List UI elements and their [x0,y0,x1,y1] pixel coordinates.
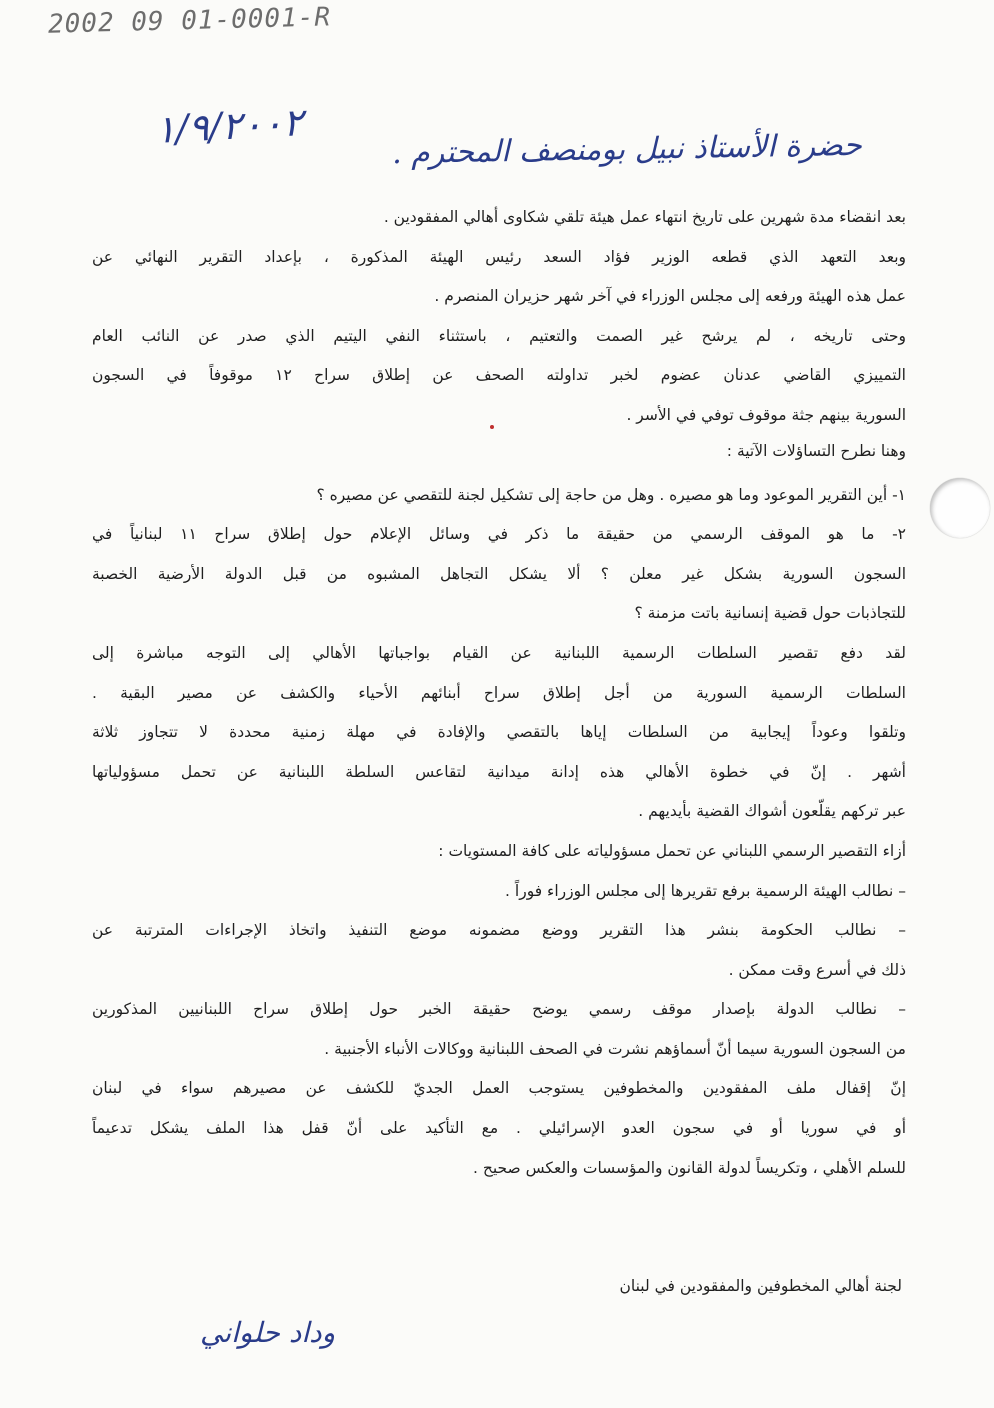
signature-block [620,1277,903,1295]
demand-item: – نطالب الهيئة الرسمية برفع تقريرها إلى مجلس الوزراء فوراً . [505,881,906,900]
paragraph-line: ذلك في أسرع وقت ممكن . [728,960,906,979]
salutation: حضرة الأستاذ نبيل بومنصف المحترم . [391,127,863,172]
paragraph-line: من السجون السورية سيما أنّ أسماؤهم نشرت في الصحف اللبنانية ووكالات الأنباء الأجنبية . [324,1039,906,1058]
paragraph-line: عمل هذه الهيئة ورفعه إلى مجلس الوزراء في آخر شهر حزيران المنصرم . [434,287,906,306]
letter-body [92,198,906,1188]
demand-item: – نطالب الحكومة بنشر هذا التقرير ووضع مضمونه موضع التنفيذ واتخاذ الإجراءات المترتبة عن [92,921,906,940]
paragraph-line: وهنا نطرح التساؤلات الآتية : [726,441,906,460]
punch-hole [930,478,990,538]
handwritten-date: ١/٩/٢٠٠٢ [153,100,305,152]
paragraph-line: بعد انقضاء مدة شهرين على تاريخ انتهاء عمل هيئة تلقي شكاوى أهالي المفقودين . [383,208,906,226]
paragraph-line: أزاء التقصير الرسمي اللبناني عن تحمل مسؤولياته على كافة المستويات : [438,841,906,860]
reference-number: 2002 09 01-0001-R [47,2,332,40]
list-item-1: ١- أين التقرير الموعود وما هو مصيره . وهل من حاجة إلى تشكيل لجنة للتقصي عن مصيره ؟ [316,485,906,504]
paragraph-line: عبر تركهم يقلّعون أشواك القضية بأيديهم . [638,802,906,821]
paragraph-line: أشهر . إنّ في خطوة الأهالي هذه إدانة ميدانية لتقاعس السلطة اللبنانية عن تحمل مسؤولياتها [92,762,906,781]
paragraph-line: السورية بينهم جثة موقوف توفي في الأسر . [626,405,906,424]
paragraph-line: لقد دفع تقصير السلطات الرسمية اللبنانية عن القيام بواجباتها الأهالي إلى التوجه مباشرة إلى [92,643,906,662]
committee-name: لجنة أهالي المخطوفين والمفقودين في لبنان [619,1277,902,1295]
paragraph-line: السلطات الرسمية السورية من أجل إطلاق سراح أبنائهم الأحياء والكشف عن مصير البقية . [92,683,906,702]
paragraph-line: السجون السورية بشكل غير معلن ؟ ألا يشكل التجاهل المشبوه من قبل الدولة الأرضية الخصبة [92,564,906,583]
paragraph-line: إنّ إقفال ملف المفقودين والمخطوفين يستوجب العمل الجديّ للكشف عن مصيرهم سواء في لبنان [92,1079,906,1098]
ink-dot [490,425,494,429]
list-item-2: ٢- ما هو الموقف الرسمي من حقيقة ما ذكر في وسائل الإعلام حول إطلاق سراح ١١ لبنانياً في [92,525,906,544]
paragraph-line: التمييزي القاضي عدنان عضوم لخبر تداولته الصحف عن إطلاق سراح ١٢ موقوفاً في السجون [92,366,906,385]
handwritten-signature: وداد حلواني [200,1316,336,1349]
paragraph-line: وحتى تاريخه ، لم يرشح غير الصمت والتعتيم ، باستثناء النفي اليتيم الذي صدر عن النائب العام [92,326,906,345]
paragraph-line: للتجاذبات حول قضية إنسانية باتت مزمنة ؟ [634,604,906,623]
demand-item: – نطالب الدولة بإصدار موقف رسمي يوضح حقيقة الخبر حول إطلاق سراح اللبنانيين المذكورين [92,1000,906,1019]
paragraph-line: وتلقوا وعوداً إيجابية من السلطات إياها بالتقصي والإفادة في مهلة زمنية محددة لا تتجاوز ثلاثة [92,723,906,742]
paragraph-line: وبعد التعهد الذي قطعه الوزير فؤاد السعد رئيس الهيئة المذكورة ، بإعداد التقرير النهائي عن [92,247,906,266]
paragraph-line: أو في سوريا أو في سجون العدو الإسرائيلي . مع التأكيد على أنّ قفل هذا الملف يشكل تدعيماً [92,1119,906,1138]
paragraph-line: للسلم الأهلي ، وتكريساً لدولة القانون والمؤسسات والعكس صحيح . [473,1158,906,1177]
